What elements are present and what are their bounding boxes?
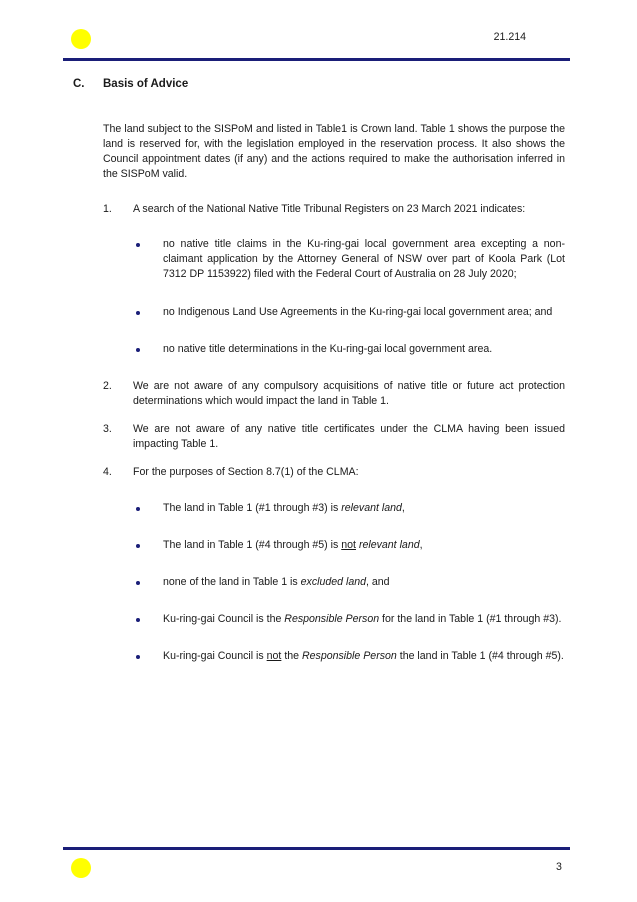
section-title: Basis of Advice xyxy=(103,78,189,90)
page-number: 3 xyxy=(556,861,562,873)
underlined-text: not xyxy=(341,539,356,551)
emphasis: Responsible Person xyxy=(302,650,397,662)
bullet-list xyxy=(133,501,565,664)
bullet-item: Ku-ring-gai Council is the Responsible Person for the land in Table 1 (#1 through #3). xyxy=(133,612,565,627)
bullet-item: none of the land in Table 1 is excluded land, and xyxy=(133,575,565,590)
document-number: 21.214 xyxy=(493,31,526,43)
item-number: 2. xyxy=(103,380,112,392)
bullet-item: The land in Table 1 (#1 through #3) is relevant land, xyxy=(133,501,565,516)
item-number: 4. xyxy=(103,466,112,478)
header-logo-dot xyxy=(71,29,91,49)
item-text: We are not aware of any native title certificates under the CLMA having been issued impacting Table 1. xyxy=(133,423,565,450)
bullet-item: no native title determinations in the Ku-ring-gai local government area. xyxy=(133,342,565,357)
section-heading xyxy=(73,77,188,92)
section-letter: C. xyxy=(73,78,85,90)
item-text: For the purposes of Section 8.7(1) of the CLMA: xyxy=(133,466,359,478)
numbered-item-1 xyxy=(103,202,565,357)
emphasis: excluded land xyxy=(300,576,367,588)
item-text: A search of the National Native Title Tribunal Registers on 23 March 2021 indicates: xyxy=(133,203,526,215)
bullet-item: The land in Table 1 (#4 through #5) is not relevant land, xyxy=(133,538,565,553)
intro-paragraph: The land subject to the SISPoM and listed in Table1 is Crown land. Table 1 shows the purpose the land is reserved for, with the legislation employed in the reservation process. It also shows the Council appointment dates (if any) and the actions required to make the authorisation inferred in the SISPoM valid. xyxy=(103,123,565,180)
header-rule xyxy=(63,58,570,61)
bullet-item: no native title claims in the Ku-ring-gai local government area excepting a non-claimant application by the Attorney General of NSW over part of Koola Park (Lot 7312 DP 1153922) filed with the Federal Court of Australia on 28 July 2020; xyxy=(133,237,565,282)
item-number: 3. xyxy=(103,423,112,435)
emphasis: relevant land xyxy=(341,502,402,514)
bullet-item: no Indigenous Land Use Agreements in the Ku-ring-gai local government area; and xyxy=(133,305,565,320)
numbered-item-2 xyxy=(103,379,565,409)
numbered-item-4 xyxy=(103,465,565,664)
footer-rule xyxy=(63,847,570,850)
bullet-list xyxy=(133,237,565,357)
emphasis: Responsible Person xyxy=(284,613,380,625)
item-number: 1. xyxy=(103,203,112,215)
underlined-text: not xyxy=(266,650,282,662)
footer-logo-dot xyxy=(71,858,91,878)
numbered-item-3 xyxy=(103,422,565,452)
emphasis: relevant land xyxy=(358,539,420,551)
bullet-item: Ku-ring-gai Council is not the Responsible Person the land in Table 1 (#4 through #5). xyxy=(133,649,565,664)
document-body xyxy=(103,122,565,664)
item-text: We are not aware of any compulsory acquisitions of native title or future act protection determinations which would impact the land in Table 1. xyxy=(133,380,565,407)
